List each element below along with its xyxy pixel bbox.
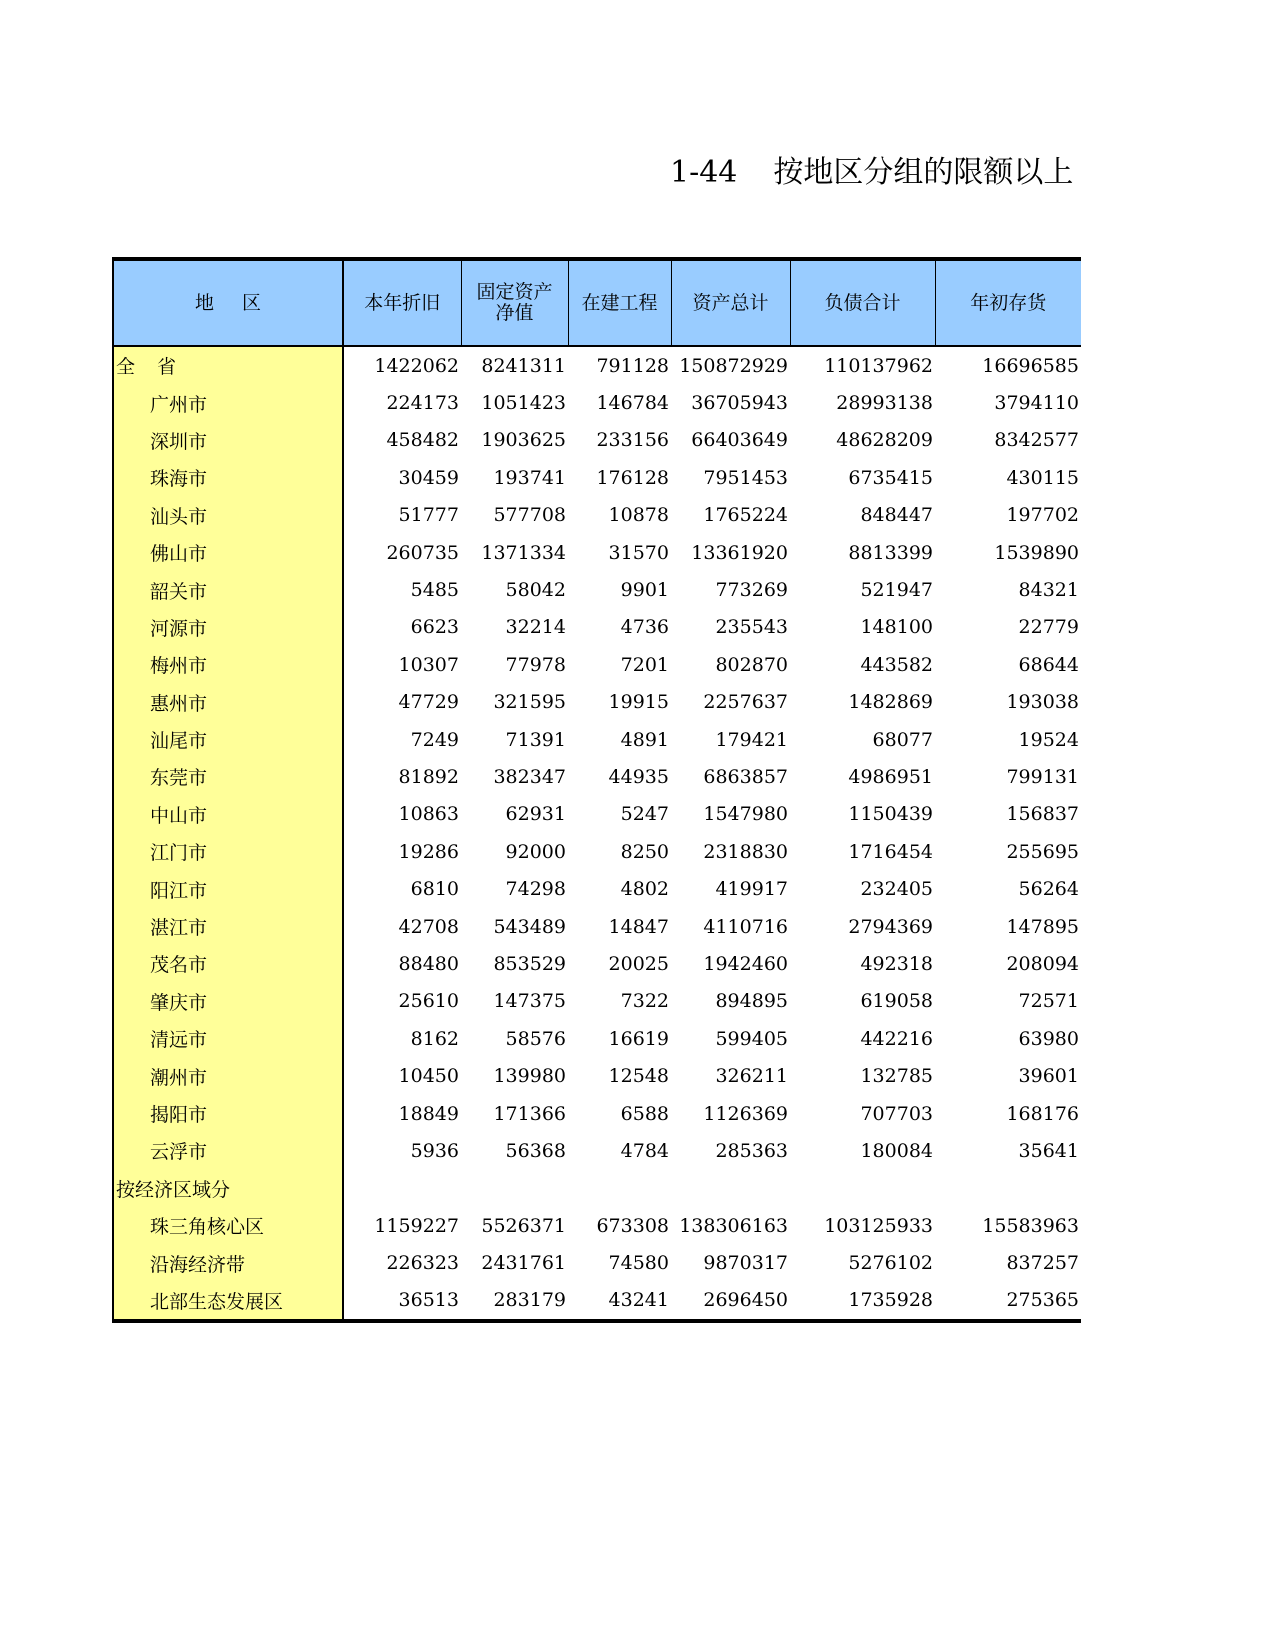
table-row: [113, 646, 1081, 683]
region-header-char-1: 地: [194, 291, 214, 314]
cell-total-liabilities: 110137962: [824, 354, 933, 377]
table-row: [113, 497, 1081, 534]
cell-opening-inventory: 39601: [1018, 1065, 1079, 1088]
cell-total-assets: 13361920: [691, 541, 788, 564]
cell-construction-in-progress: 146784: [596, 392, 669, 415]
cell-total-assets: 326211: [715, 1065, 788, 1088]
cell-construction-in-progress: 20025: [608, 952, 669, 975]
row-region-name: 韶关市: [113, 571, 343, 608]
region-name-char-2: 省: [157, 356, 177, 379]
cell-construction-in-progress: 7201: [620, 653, 669, 676]
cell-opening-inventory: 1539890: [994, 541, 1079, 564]
cell-fixed-assets-net: 543489: [493, 915, 566, 938]
row-region-name: 东莞市: [113, 758, 343, 795]
region-header-char-2: 区: [242, 291, 262, 314]
cell-depreciation: 88480: [398, 952, 459, 975]
cell-total-assets: 2696450: [671, 1282, 790, 1321]
cell-total-liabilities: 442216: [860, 1027, 933, 1050]
cell-total-liabilities: [790, 1170, 935, 1207]
table-row: [113, 346, 1081, 384]
table-row: [113, 908, 1081, 945]
cell-opening-inventory: 147895: [1006, 915, 1079, 938]
table-row: [113, 833, 1081, 870]
cell-total-assets: 9870317: [703, 1252, 788, 1275]
cell-opening-inventory: 63980: [1018, 1027, 1079, 1050]
column-header-total-assets: 资产总计: [671, 259, 790, 346]
cell-construction-in-progress: 43241: [568, 1282, 671, 1321]
cell-opening-inventory: 255695: [1006, 840, 1079, 863]
table-row: [113, 422, 1081, 459]
cell-opening-inventory: 35641: [1018, 1139, 1079, 1162]
cell-fixed-assets-net: 62931: [505, 803, 566, 826]
table-row: [113, 721, 1081, 758]
cell-total-liabilities: 1735928: [790, 1282, 935, 1321]
cell-fixed-assets-net: 382347: [493, 765, 566, 788]
cell-construction-in-progress: 791128: [596, 354, 669, 377]
row-region-name: 珠海市: [113, 459, 343, 496]
cell-opening-inventory: 799131: [1006, 765, 1079, 788]
row-region-name: 北部生态发展区: [113, 1282, 343, 1321]
row-region-name: 珠三角核心区: [113, 1207, 343, 1244]
cell-opening-inventory: 68644: [1018, 653, 1079, 676]
cell-opening-inventory: 156837: [1006, 803, 1079, 826]
cell-depreciation: 5936: [410, 1139, 459, 1162]
table-row: [113, 945, 1081, 982]
row-region-name: 潮州市: [113, 1057, 343, 1094]
cell-total-liabilities: 28993138: [836, 392, 933, 415]
cell-depreciation: 18849: [398, 1102, 459, 1125]
cell-total-liabilities: 6735415: [848, 466, 933, 489]
cell-total-assets: 1126369: [703, 1102, 788, 1125]
cell-opening-inventory: 22779: [1018, 616, 1079, 639]
cell-construction-in-progress: 673308: [596, 1214, 669, 1237]
table-row: [113, 609, 1081, 646]
cell-total-liabilities: 619058: [860, 990, 933, 1013]
fixed-assets-header-line-1: 固定资产: [476, 281, 553, 303]
cell-total-assets: 1547980: [703, 803, 788, 826]
cell-fixed-assets-net: 147375: [493, 990, 566, 1013]
cell-fixed-assets-net: 2431761: [481, 1252, 566, 1275]
cell-construction-in-progress: 4802: [620, 878, 669, 901]
cell-fixed-assets-net: 139980: [493, 1065, 566, 1088]
region-name-char-1: 全: [116, 356, 136, 379]
cell-total-assets: 2318830: [703, 840, 788, 863]
cell-total-assets: 150872929: [679, 354, 788, 377]
column-header-construction-in-progress: 在建工程: [568, 259, 671, 346]
column-header-opening-inventory: 年初存货: [935, 259, 1081, 346]
row-region-name: 佛山市: [113, 534, 343, 571]
cell-depreciation: 51777: [398, 504, 459, 527]
cell-depreciation: 260735: [386, 541, 459, 564]
row-region-name: 惠州市: [113, 684, 343, 721]
cell-total-liabilities: 4986951: [848, 765, 933, 788]
cell-total-liabilities: 103125933: [824, 1214, 933, 1237]
cell-construction-in-progress: 9901: [620, 579, 669, 602]
cell-depreciation: 1422062: [374, 354, 459, 377]
cell-fixed-assets-net: 577708: [493, 504, 566, 527]
cell-opening-inventory: 19524: [1018, 728, 1079, 751]
row-region-name: 茂名市: [113, 945, 343, 982]
cell-total-liabilities: 848447: [860, 504, 933, 527]
header-row: [113, 259, 1081, 346]
row-region-name: 湛江市: [113, 908, 343, 945]
cell-fixed-assets-net: 1051423: [481, 392, 566, 415]
cell-total-assets: [671, 1170, 790, 1207]
cell-construction-in-progress: 31570: [608, 541, 669, 564]
cell-depreciation: 226323: [386, 1252, 459, 1275]
column-header-fixed-assets-net: [461, 259, 568, 346]
table-row: [113, 1170, 1081, 1207]
cell-fixed-assets-net: 193741: [493, 466, 566, 489]
row-region-name: 清远市: [113, 1020, 343, 1057]
cell-depreciation: 30459: [398, 466, 459, 489]
cell-total-assets: 4110716: [703, 915, 788, 938]
cell-total-liabilities: 2794369: [848, 915, 933, 938]
cell-opening-inventory: 168176: [1006, 1102, 1079, 1125]
cell-total-assets: 7951453: [703, 466, 788, 489]
table-row: [113, 684, 1081, 721]
cell-opening-inventory: 84321: [1018, 579, 1079, 602]
table-body: [113, 346, 1081, 1321]
cell-opening-inventory: 430115: [1006, 466, 1079, 489]
cell-total-assets: 235543: [715, 616, 788, 639]
cell-construction-in-progress: 7322: [620, 990, 669, 1013]
row-region-name: 河源市: [113, 609, 343, 646]
row-region-name: [113, 346, 343, 384]
cell-opening-inventory: 208094: [1006, 952, 1079, 975]
cell-total-assets: 66403649: [691, 429, 788, 452]
cell-depreciation: 6623: [410, 616, 459, 639]
cell-total-assets: 802870: [715, 653, 788, 676]
cell-total-assets: 1942460: [703, 952, 788, 975]
table-row: [113, 1095, 1081, 1132]
cell-opening-inventory: 3794110: [994, 392, 1079, 415]
cell-fixed-assets-net: 77978: [505, 653, 566, 676]
cell-fixed-assets-net: 8241311: [481, 354, 566, 377]
cell-total-assets: 599405: [715, 1027, 788, 1050]
table-header: [113, 259, 1081, 346]
cell-construction-in-progress: 8250: [620, 840, 669, 863]
row-region-name: 揭阳市: [113, 1095, 343, 1132]
cell-total-liabilities: 180084: [860, 1139, 933, 1162]
cell-depreciation: 7249: [410, 728, 459, 751]
cell-fixed-assets-net: 74298: [505, 878, 566, 901]
cell-depreciation: [343, 1170, 461, 1207]
cell-depreciation: 36513: [343, 1282, 461, 1321]
cell-fixed-assets-net: 58576: [505, 1027, 566, 1050]
cell-total-liabilities: 707703: [860, 1102, 933, 1125]
cell-fixed-assets-net: 1371334: [481, 541, 566, 564]
cell-total-assets: 179421: [715, 728, 788, 751]
cell-construction-in-progress: 44935: [608, 765, 669, 788]
row-region-name: 梅州市: [113, 646, 343, 683]
cell-total-liabilities: 1150439: [848, 803, 933, 826]
page-title: [670, 152, 1080, 194]
table-row: [113, 1057, 1081, 1094]
cell-opening-inventory: 837257: [1006, 1252, 1079, 1275]
cell-total-assets: 36705943: [691, 392, 788, 415]
cell-construction-in-progress: 4784: [620, 1139, 669, 1162]
cell-fixed-assets-net: 853529: [493, 952, 566, 975]
cell-depreciation: 81892: [398, 765, 459, 788]
cell-depreciation: 10307: [398, 653, 459, 676]
cell-opening-inventory: 15583963: [982, 1214, 1079, 1237]
cell-fixed-assets-net: 283179: [461, 1282, 568, 1321]
cell-depreciation: 10863: [398, 803, 459, 826]
table-row: [113, 459, 1081, 496]
cell-fixed-assets-net: 1903625: [481, 429, 566, 452]
cell-total-liabilities: 148100: [860, 616, 933, 639]
cell-total-assets: 6863857: [703, 765, 788, 788]
table-row: [113, 758, 1081, 795]
cell-construction-in-progress: 14847: [608, 915, 669, 938]
table-row: [113, 1244, 1081, 1281]
fixed-assets-header-line-2: 净值: [495, 302, 534, 324]
cell-construction-in-progress: 10878: [608, 504, 669, 527]
cell-opening-inventory: 56264: [1018, 878, 1079, 901]
cell-fixed-assets-net: 92000: [505, 840, 566, 863]
table-row: [113, 1020, 1081, 1057]
cell-total-liabilities: 8813399: [848, 541, 933, 564]
cell-total-assets: 1765224: [703, 504, 788, 527]
cell-total-liabilities: 492318: [860, 952, 933, 975]
statistics-table: [112, 257, 1081, 1323]
row-region-name: 汕尾市: [113, 721, 343, 758]
column-header-depreciation: 本年折旧: [343, 259, 461, 346]
cell-depreciation: 8162: [410, 1027, 459, 1050]
row-region-name: 广州市: [113, 384, 343, 421]
table-row: [113, 534, 1081, 571]
cell-construction-in-progress: 16619: [608, 1027, 669, 1050]
cell-opening-inventory: 193038: [1006, 691, 1079, 714]
cell-total-liabilities: 132785: [860, 1065, 933, 1088]
row-region-name: 深圳市: [113, 422, 343, 459]
row-region-name: 阳江市: [113, 870, 343, 907]
cell-depreciation: 5485: [410, 579, 459, 602]
row-region-name: 按经济区域分: [113, 1170, 343, 1207]
cell-total-assets: 894895: [715, 990, 788, 1013]
cell-total-liabilities: 5276102: [848, 1252, 933, 1275]
column-header-total-liabilities: 负债合计: [790, 259, 935, 346]
cell-total-assets: 2257637: [703, 691, 788, 714]
cell-opening-inventory: 72571: [1018, 990, 1079, 1013]
cell-total-liabilities: 1482869: [848, 691, 933, 714]
cell-total-liabilities: 48628209: [836, 429, 933, 452]
cell-opening-inventory: 16696585: [982, 354, 1079, 377]
row-region-name: 云浮市: [113, 1132, 343, 1169]
cell-opening-inventory: 8342577: [994, 429, 1079, 452]
row-region-name: 沿海经济带: [113, 1244, 343, 1281]
cell-fixed-assets-net: 5526371: [481, 1214, 566, 1237]
cell-fixed-assets-net: 321595: [493, 691, 566, 714]
cell-construction-in-progress: 74580: [608, 1252, 669, 1275]
cell-construction-in-progress: 12548: [608, 1065, 669, 1088]
table-title-text: 按地区分组的限额以上: [773, 155, 1074, 190]
cell-construction-in-progress: 4891: [620, 728, 669, 751]
cell-total-liabilities: 521947: [860, 579, 933, 602]
cell-construction-in-progress: 6588: [620, 1102, 669, 1125]
table-row: [113, 796, 1081, 833]
cell-depreciation: 458482: [386, 429, 459, 452]
row-region-name: 肇庆市: [113, 983, 343, 1020]
table-row: [113, 1282, 1081, 1321]
table-row: [113, 983, 1081, 1020]
cell-construction-in-progress: 4736: [620, 616, 669, 639]
cell-depreciation: 47729: [398, 691, 459, 714]
cell-depreciation: 42708: [398, 915, 459, 938]
table-row: [113, 1132, 1081, 1169]
cell-total-liabilities: 443582: [860, 653, 933, 676]
cell-opening-inventory: 197702: [1006, 504, 1079, 527]
cell-total-assets: 285363: [715, 1139, 788, 1162]
cell-total-assets: 773269: [715, 579, 788, 602]
cell-construction-in-progress: 5247: [620, 803, 669, 826]
cell-total-liabilities: 232405: [860, 878, 933, 901]
cell-opening-inventory: [935, 1170, 1081, 1207]
cell-total-assets: 419917: [715, 878, 788, 901]
cell-total-liabilities: 1716454: [848, 840, 933, 863]
cell-fixed-assets-net: 32214: [505, 616, 566, 639]
cell-depreciation: 19286: [398, 840, 459, 863]
table-row: [113, 1207, 1081, 1244]
cell-fixed-assets-net: [461, 1170, 568, 1207]
column-header-region: [113, 259, 343, 346]
cell-total-liabilities: 68077: [872, 728, 933, 751]
cell-opening-inventory: 275365: [935, 1282, 1081, 1321]
cell-construction-in-progress: 176128: [596, 466, 669, 489]
table-row: [113, 870, 1081, 907]
cell-depreciation: 6810: [410, 878, 459, 901]
table-row: [113, 571, 1081, 608]
cell-depreciation: 224173: [386, 392, 459, 415]
table-row: [113, 384, 1081, 421]
cell-construction-in-progress: 233156: [596, 429, 669, 452]
cell-fixed-assets-net: 171366: [493, 1102, 566, 1125]
cell-construction-in-progress: [568, 1170, 671, 1207]
row-region-name: 汕头市: [113, 497, 343, 534]
cell-total-assets: 138306163: [679, 1214, 788, 1237]
table-number: 1-44: [670, 155, 738, 190]
cell-fixed-assets-net: 71391: [505, 728, 566, 751]
cell-fixed-assets-net: 56368: [505, 1139, 566, 1162]
cell-fixed-assets-net: 58042: [505, 579, 566, 602]
cell-depreciation: 25610: [398, 990, 459, 1013]
row-region-name: 中山市: [113, 796, 343, 833]
cell-depreciation: 10450: [398, 1065, 459, 1088]
cell-construction-in-progress: 19915: [608, 691, 669, 714]
row-region-name: 江门市: [113, 833, 343, 870]
cell-depreciation: 1159227: [374, 1214, 459, 1237]
